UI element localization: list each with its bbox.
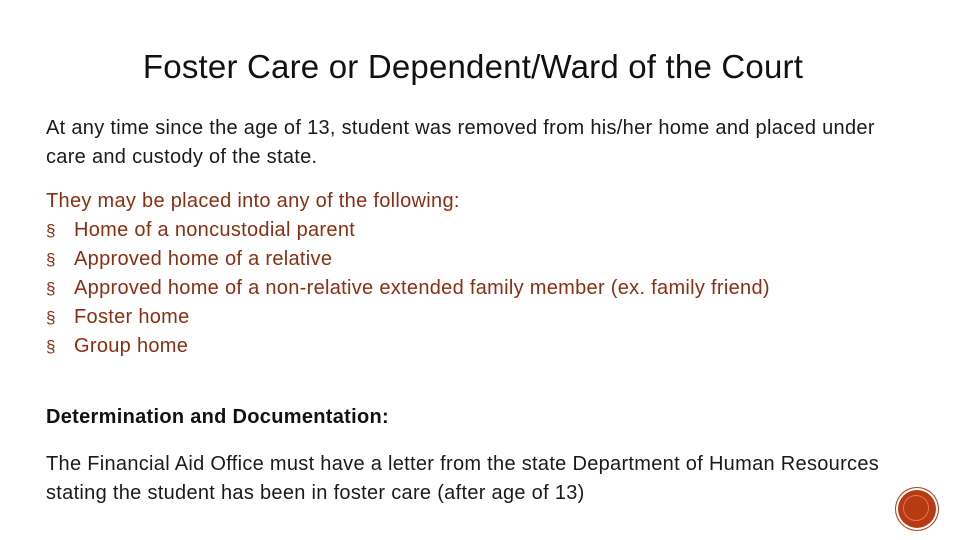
section-sign-bullet-icon: § xyxy=(46,279,56,298)
list-item xyxy=(46,332,906,361)
list-item-text: Approved home of a relative xyxy=(74,248,333,270)
list-item xyxy=(46,303,906,332)
section-heading: Determination and Documentation: xyxy=(46,406,389,428)
badge-ring xyxy=(903,495,929,521)
section-sign-bullet-icon: § xyxy=(46,250,56,269)
list-item-text: Group home xyxy=(74,335,189,357)
section-sign-bullet-icon: § xyxy=(46,337,56,356)
slide-title: Foster Care or Dependent/Ward of the Court xyxy=(142,48,804,85)
list-item-text: Foster home xyxy=(74,306,190,328)
list-item xyxy=(46,245,906,274)
list-item-text: Approved home of a non-relative extended family member (ex. family friend) xyxy=(74,277,770,299)
placement-list xyxy=(46,216,906,361)
slide-number-badge-icon xyxy=(898,490,936,528)
placement-list-block xyxy=(46,187,906,361)
list-item xyxy=(46,216,906,245)
section-sign-bullet-icon: § xyxy=(46,221,56,240)
intro-paragraph: At any time since the age of 13, student was removed from his/her home and placed under care and custody of the state. xyxy=(46,117,875,168)
list-item xyxy=(46,274,906,303)
list-item-text: Home of a noncustodial parent xyxy=(74,219,356,241)
closing-paragraph: The Financial Aid Office must have a letter from the state Department of Human Resources stating the student has been in foster care (after age of 13) xyxy=(46,453,880,504)
list-intro: They may be placed into any of the following: xyxy=(46,190,460,212)
section-sign-bullet-icon: § xyxy=(46,308,56,327)
